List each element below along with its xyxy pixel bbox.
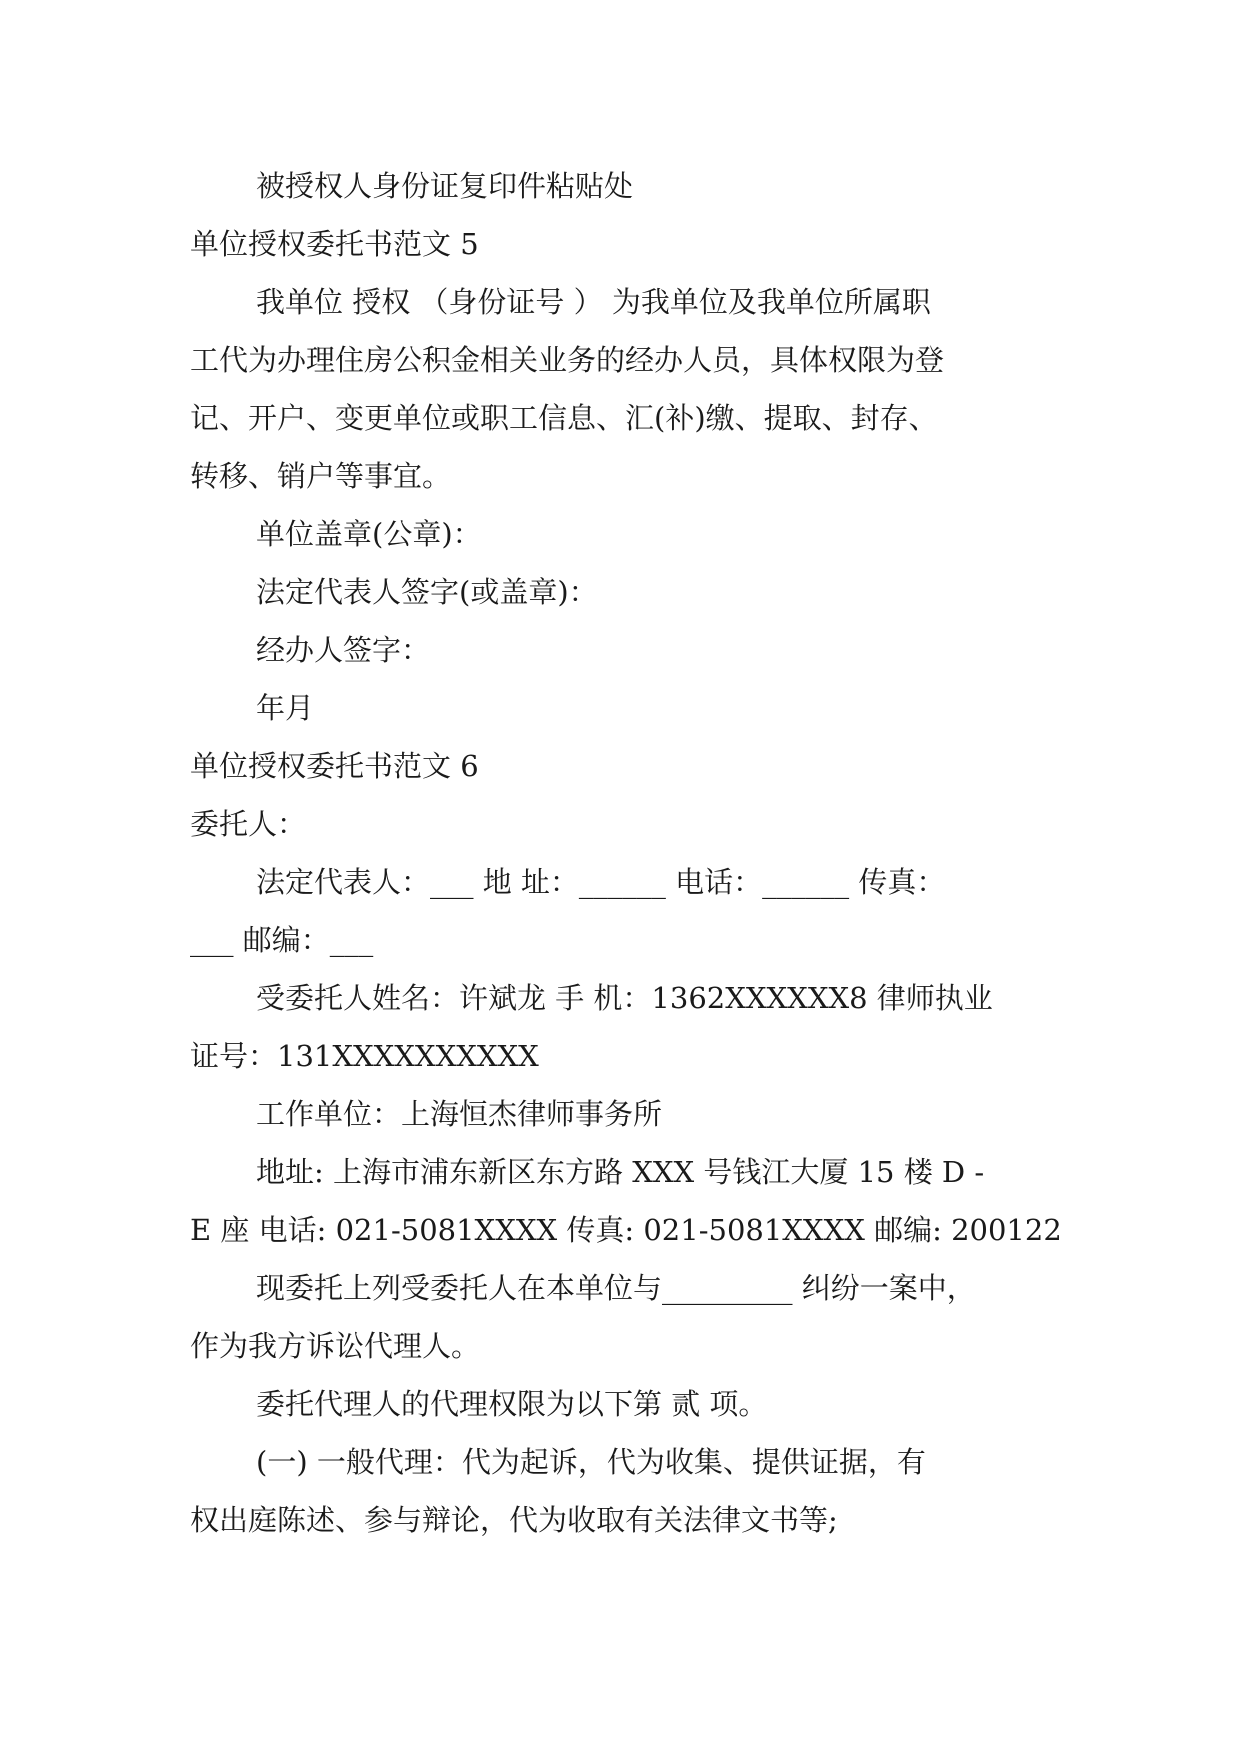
text-line: 年月 (256, 691, 315, 725)
text-line: 单位授权委托书范文 6 (190, 749, 479, 783)
text-line: 权出庭陈述、参与辩论，代为收取有关法律文书等; (190, 1503, 838, 1537)
text-line: 工代为办理住房公积金相关业务的经办人员，具体权限为登 (190, 343, 945, 377)
text-line: 受委托人姓名：许斌龙 手 机：1362XXXXXX8 律师执业 (256, 981, 993, 1015)
text-line: 作为我方诉讼代理人。 (190, 1329, 481, 1363)
text-line: 地址: 上海市浦东新区东方路 XXX 号钱江大厦 15 楼 D - (256, 1155, 985, 1189)
text-line: 委托人： (190, 807, 307, 841)
text-line: 记、开户、变更单位或职工信息、汇(补)缴、提取、封存、 (190, 401, 938, 435)
text-line: (一) 一般代理：代为起诉，代为收集、提供证据，有 (256, 1445, 926, 1479)
text-line: 法定代表人：___ 地 址：______ 电话：______ 传真： (256, 865, 946, 899)
text-line: 法定代表人签字(或盖章)： (256, 575, 598, 609)
text-line: 转移、销户等事宜。 (190, 459, 452, 493)
text-line: E 座 电话: 021-5081XXXX 传真: 021-5081XXXX 邮编: 200122 (190, 1213, 1062, 1247)
text-line: 工作单位：上海恒杰律师事务所 (256, 1097, 663, 1131)
text-line: 单位授权委托书范文 5 (190, 227, 479, 261)
text-line: 我单位 授权 （身份证号 ） 为我单位及我单位所属职 (256, 285, 931, 319)
text-line: ___ 邮编：___ (190, 923, 374, 957)
text-line: 现委托上列受委托人在本单位与_________ 纠纷一案中， (256, 1271, 976, 1305)
text-line: 单位盖章(公章)： (256, 517, 482, 551)
text-line: 证号：131XXXXXXXXXX (190, 1039, 539, 1073)
text-line: 经办人签字： (256, 633, 431, 667)
text-line: 委托代理人的代理权限为以下第 贰 项。 (256, 1387, 768, 1421)
text-line: 被授权人身份证复印件粘贴处 (256, 169, 634, 203)
document-body (190, 157, 1062, 1549)
